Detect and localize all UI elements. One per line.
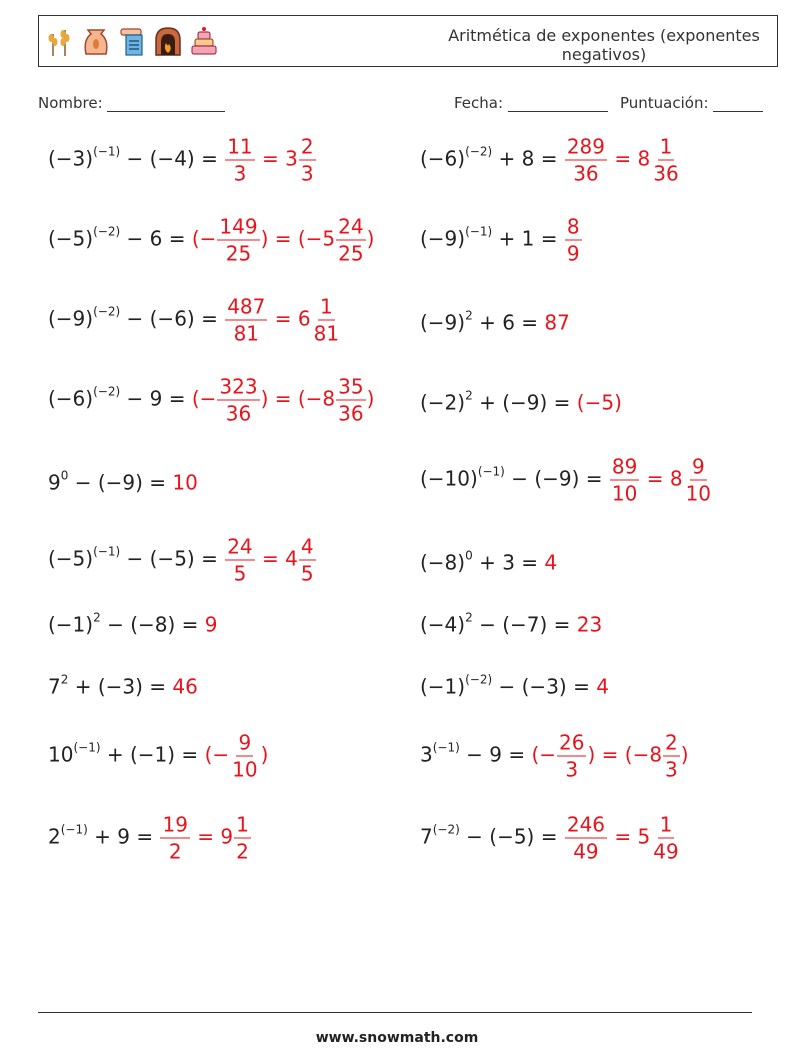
problem-3 xyxy=(48,214,374,267)
problem-expression: $10^{(-1)} + (-1)$ = xyxy=(48,740,205,767)
problem-13 xyxy=(48,606,218,639)
problem-answer: 9 xyxy=(204,612,218,637)
problem-expression: $(-1)^{(-2)} - (-3)$ = xyxy=(420,672,597,699)
date-line[interactable] xyxy=(508,97,608,112)
header-icons xyxy=(45,24,219,58)
problem-expression: $(-6)^{(-2)} - 9$ = xyxy=(48,384,192,411)
problem-18 xyxy=(420,730,689,783)
worksheet-title: Aritmética de exponentes (exponentes negativos) xyxy=(448,26,760,64)
problem-expression: $(-1)^2 - (-8)$ = xyxy=(48,610,205,637)
problem-expression: $(-5)^{(-2)} - 6$ = xyxy=(48,224,192,251)
problem-expression: $(-9)^{(-2)} - (-6)$ = xyxy=(48,304,225,331)
problem-answer: $\frac{487}{81}$ = 6 $\frac{1}{81}$ xyxy=(227,294,340,346)
problem-expression: $9^0 - (-9)$ = xyxy=(48,468,173,495)
problem-4 xyxy=(420,214,583,267)
oven-icon xyxy=(153,24,183,58)
problem-19 xyxy=(48,812,252,865)
problem-8 xyxy=(420,384,622,417)
name-field xyxy=(38,94,225,112)
problem-11 xyxy=(48,534,317,587)
problem-answer: $\frac{246}{49}$ = 5 $\frac{1}{49}$ xyxy=(566,812,679,864)
score-label: Puntuación: xyxy=(620,94,709,112)
problem-expression: $7^{(-2)} - (-5)$ = xyxy=(420,822,564,849)
score-line[interactable] xyxy=(713,97,763,112)
problem-answer: $\frac{8}{9}$ xyxy=(566,214,580,266)
problem-answer: (−5) xyxy=(576,390,622,415)
problem-answer: 4 xyxy=(596,674,609,699)
problem-answer: (− $\frac{9}{10}$ ) xyxy=(204,730,269,782)
problem-15 xyxy=(48,668,198,701)
problem-answer: 23 xyxy=(576,612,603,637)
problem-9 xyxy=(48,464,198,497)
problem-12 xyxy=(420,544,557,577)
problem-expression: $(-9)^2 + 6$ = xyxy=(420,308,545,335)
problem-answer: 4 xyxy=(544,550,558,575)
problem-expression: $(-10)^{(-1)} - (-9)$ = xyxy=(420,464,609,491)
problem-answer: 10 xyxy=(172,470,198,495)
problem-expression: $7^2 + (-3)$ = xyxy=(48,672,173,699)
problem-7 xyxy=(48,374,374,427)
date-field xyxy=(454,94,608,112)
problem-answer: (− $\frac{149}{25}$ ) = (−5 $\frac{24}{25}$ ) xyxy=(191,214,375,266)
problem-expression: $(-8)^0 + 3$ = xyxy=(420,548,545,575)
problem-answer: 87 xyxy=(544,310,570,335)
problem-17 xyxy=(48,730,268,783)
problem-answer: $\frac{19}{2}$ = 9 $\frac{1}{2}$ xyxy=(162,812,249,864)
problem-answer: $\frac{89}{10}$ = 8 $\frac{9}{10}$ xyxy=(611,454,712,506)
problem-answer: (− $\frac{26}{3}$ ) = (−8 $\frac{2}{3}$ ) xyxy=(531,730,689,782)
name-label: Nombre: xyxy=(38,94,103,112)
cake-icon xyxy=(189,24,219,58)
flour-sack-icon xyxy=(81,24,111,58)
problem-answer: $\frac{24}{5}$ = 4 $\frac{4}{5}$ xyxy=(227,534,314,586)
problem-5 xyxy=(48,294,342,347)
score-field xyxy=(620,94,763,112)
problem-answer: 46 xyxy=(172,674,198,699)
footer-divider xyxy=(38,1012,752,1013)
problem-20 xyxy=(420,812,682,865)
recipe-scroll-icon xyxy=(117,24,147,58)
problem-2 xyxy=(420,134,682,187)
problem-expression: $(-6)^{(-2)} + 8$ = xyxy=(420,144,564,171)
problem-expression: $2^{(-1)} + 9$ = xyxy=(48,822,160,849)
wheat-icon xyxy=(45,24,75,58)
problem-expression: $(-3)^{(-1)} - (-4)$ = xyxy=(48,144,225,171)
problem-16 xyxy=(420,668,609,701)
problem-expression: $(-5)^{(-1)} - (-5)$ = xyxy=(48,544,225,571)
worksheet-header xyxy=(38,15,778,67)
problem-answer: $\frac{11}{3}$ = 3 $\frac{2}{3}$ xyxy=(227,134,314,186)
problem-6 xyxy=(420,304,570,337)
problem-10 xyxy=(420,454,714,507)
name-line[interactable] xyxy=(107,97,225,112)
problem-answer: $\frac{289}{36}$ = 8 $\frac{1}{36}$ xyxy=(566,134,679,186)
footer-site: www.snowmath.com xyxy=(315,1030,479,1046)
problem-expression: $3^{(-1)} - 9$ = xyxy=(420,740,532,767)
problem-expression: $(-9)^{(-1)} + 1$ = xyxy=(420,224,564,251)
problem-expression: $(-4)^2 - (-7)$ = xyxy=(420,610,577,637)
problem-1 xyxy=(48,134,317,187)
problem-14 xyxy=(420,606,602,639)
problem-answer: (− $\frac{323}{36}$ ) = (−8 $\frac{35}{36}$ ) xyxy=(191,374,375,426)
problem-expression: $(-2)^2 + (-9)$ = xyxy=(420,388,577,415)
date-label: Fecha: xyxy=(454,94,504,112)
